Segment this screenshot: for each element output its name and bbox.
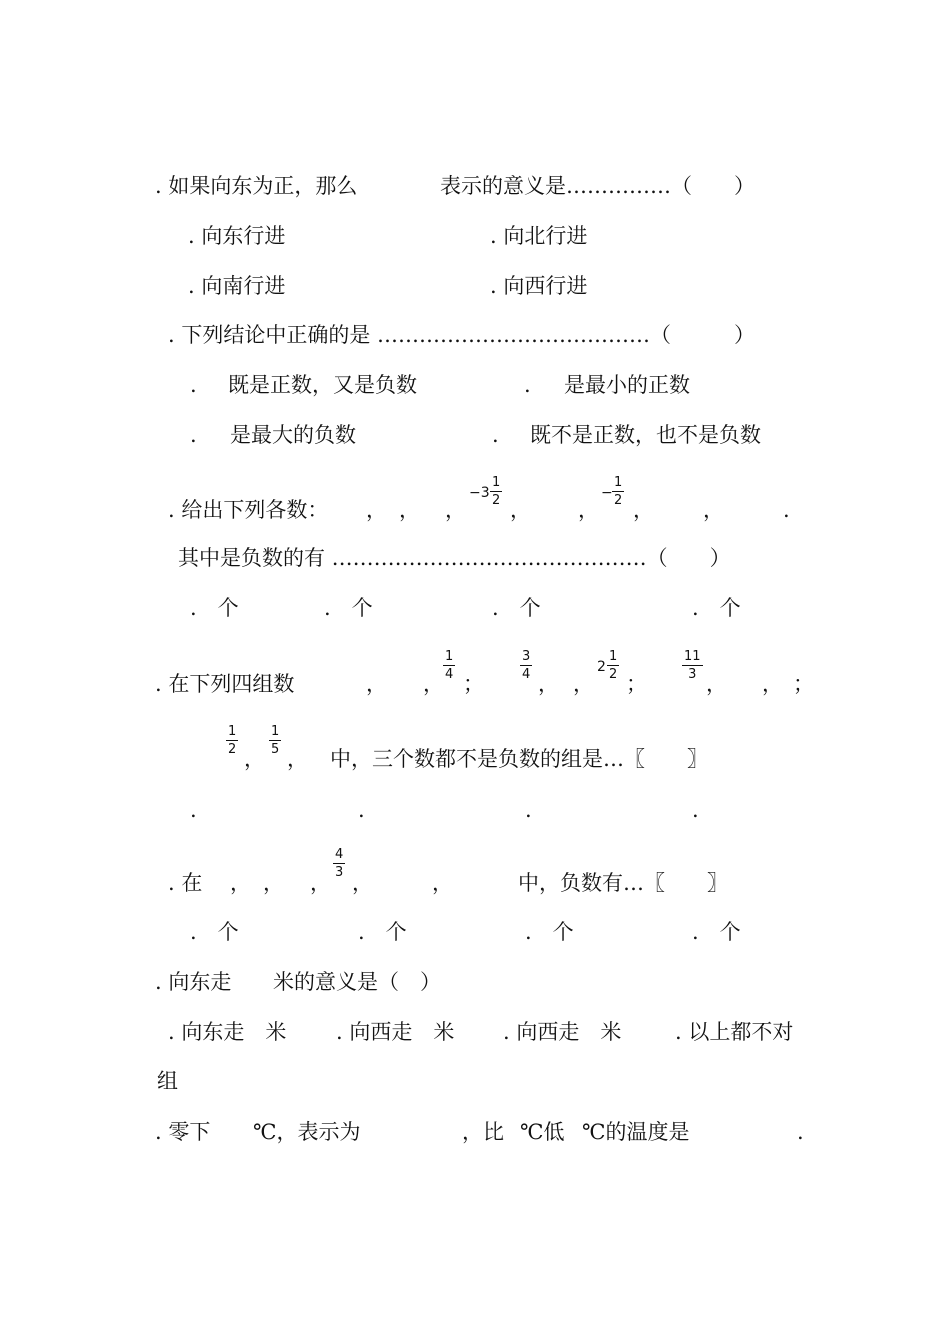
q4-fraction: $\frac{1}{2}$ bbox=[228, 724, 237, 757]
q4-semicolon: ； bbox=[626, 672, 647, 696]
q3-mixed-number-whole: −3 bbox=[469, 485, 490, 501]
q4-comma: ， bbox=[244, 747, 265, 771]
q6-option-d: . 以上都不对 bbox=[675, 1020, 794, 1044]
q2-option-c: 是最大的负数 bbox=[230, 423, 356, 447]
q3-question: 其中是负数的有 ………………………………………（ ） bbox=[178, 546, 731, 570]
q3-negative-sign: − bbox=[601, 485, 613, 501]
q4-fraction: $\frac{11}{3}$ bbox=[684, 649, 701, 682]
q5-option-d: . 个 bbox=[692, 920, 741, 944]
q3-comma: ， bbox=[510, 498, 531, 522]
q4-comma: ， bbox=[366, 672, 387, 696]
q7-stem-tail: ℃的温度是 bbox=[582, 1120, 690, 1144]
q2-stem: . 下列结论中正确的是 …………………………………（ ） bbox=[168, 323, 756, 347]
q3-option-d: . 个 bbox=[692, 596, 741, 620]
q7-stem-unit: ℃，表示为 bbox=[253, 1120, 361, 1144]
q4-fraction: $\frac{1}{4}$ bbox=[445, 649, 454, 682]
q5-comma: ， bbox=[432, 871, 453, 895]
q1-stem: . 如果向东为正，那么 bbox=[155, 174, 358, 198]
q5-comma: ， bbox=[310, 871, 331, 895]
q4-comma: ， bbox=[762, 672, 783, 696]
q3-comma: ， bbox=[633, 498, 654, 522]
q4-comma: ， bbox=[573, 672, 594, 696]
q2-option-b-dot: . bbox=[524, 373, 531, 397]
q5-option-b: . 个 bbox=[358, 920, 407, 944]
q4-option-d: . bbox=[692, 798, 699, 822]
q4-fraction: $\frac{3}{4}$ bbox=[522, 649, 531, 682]
q2-option-b: 是最小的正数 bbox=[564, 373, 690, 397]
q2-option-d: 既不是正数，也不是负数 bbox=[530, 423, 761, 447]
q4-semicolon: ； bbox=[793, 672, 814, 696]
q1-stem-tail: 表示的意义是……………（ ） bbox=[440, 174, 755, 198]
q2-option-c-dot: . bbox=[190, 423, 197, 447]
q6-option-d-wrap: 组 bbox=[157, 1069, 178, 1093]
q3-fraction: $\frac{1}{2}$ bbox=[492, 475, 501, 508]
q6-option-c: . 向西走 米 bbox=[503, 1020, 622, 1044]
q4-mixed-number-whole: 2 bbox=[597, 659, 606, 675]
q4-comma: ， bbox=[423, 672, 444, 696]
q5-comma: ， bbox=[352, 871, 373, 895]
q3-option-a: . 个 bbox=[190, 596, 239, 620]
q4-option-b: . bbox=[358, 798, 365, 822]
q3-period: . bbox=[783, 498, 790, 522]
q3-comma: ， bbox=[366, 498, 387, 522]
q3-stem: . 给出下列各数： bbox=[168, 498, 329, 522]
q4-semicolon: ； bbox=[463, 672, 484, 696]
q4-fraction: $\frac{1}{2}$ bbox=[609, 649, 618, 682]
q5-option-c: . 个 bbox=[525, 920, 574, 944]
q1-option-c: . 向南行进 bbox=[188, 274, 286, 298]
q5-fraction: $\frac{4}{3}$ bbox=[335, 847, 344, 880]
q5-comma: ， bbox=[263, 871, 284, 895]
q1-option-b: . 向北行进 bbox=[490, 224, 588, 248]
q1-option-d: . 向西行进 bbox=[490, 274, 588, 298]
q4-comma: ， bbox=[706, 672, 727, 696]
q3-option-c: . 个 bbox=[492, 596, 541, 620]
q6-stem-tail: 米的意义是（ ） bbox=[273, 970, 441, 994]
q1-option-a: . 向东行进 bbox=[188, 224, 286, 248]
q3-comma: ， bbox=[445, 498, 466, 522]
q5-question: 中，负数有…〖 〗 bbox=[518, 871, 728, 895]
q2-option-d-dot: . bbox=[492, 423, 499, 447]
q4-comma: ， bbox=[538, 672, 559, 696]
q4-comma: ， bbox=[287, 747, 308, 771]
q4-fraction: $\frac{1}{5}$ bbox=[271, 724, 280, 757]
q3-option-b: . 个 bbox=[324, 596, 373, 620]
q3-comma: ， bbox=[399, 498, 420, 522]
q3-comma: ， bbox=[578, 498, 599, 522]
q2-option-a: 既是正数，又是负数 bbox=[228, 373, 417, 397]
q4-stem: . 在下列四组数 bbox=[155, 672, 295, 696]
q5-stem: . 在 bbox=[168, 871, 203, 895]
q4-option-a: . bbox=[190, 798, 197, 822]
q3-comma: ， bbox=[703, 498, 724, 522]
q5-comma: ， bbox=[230, 871, 251, 895]
q7-stem-unit-low: ℃低 bbox=[520, 1120, 565, 1144]
q2-option-a-dot: . bbox=[190, 373, 197, 397]
q7-stem-compare: ，比 bbox=[462, 1120, 504, 1144]
q4-question: 中，三个数都不是负数的组是…〖 〗 bbox=[330, 747, 708, 771]
q6-option-b: . 向西走 米 bbox=[336, 1020, 455, 1044]
q4-option-c: . bbox=[525, 798, 532, 822]
q7-period: . bbox=[797, 1120, 804, 1144]
q6-stem: . 向东走 bbox=[155, 970, 232, 994]
q5-option-a: . 个 bbox=[190, 920, 239, 944]
q3-fraction: $\frac{1}{2}$ bbox=[614, 475, 623, 508]
q6-option-a: . 向东走 米 bbox=[168, 1020, 287, 1044]
q7-stem: . 零下 bbox=[155, 1120, 211, 1144]
